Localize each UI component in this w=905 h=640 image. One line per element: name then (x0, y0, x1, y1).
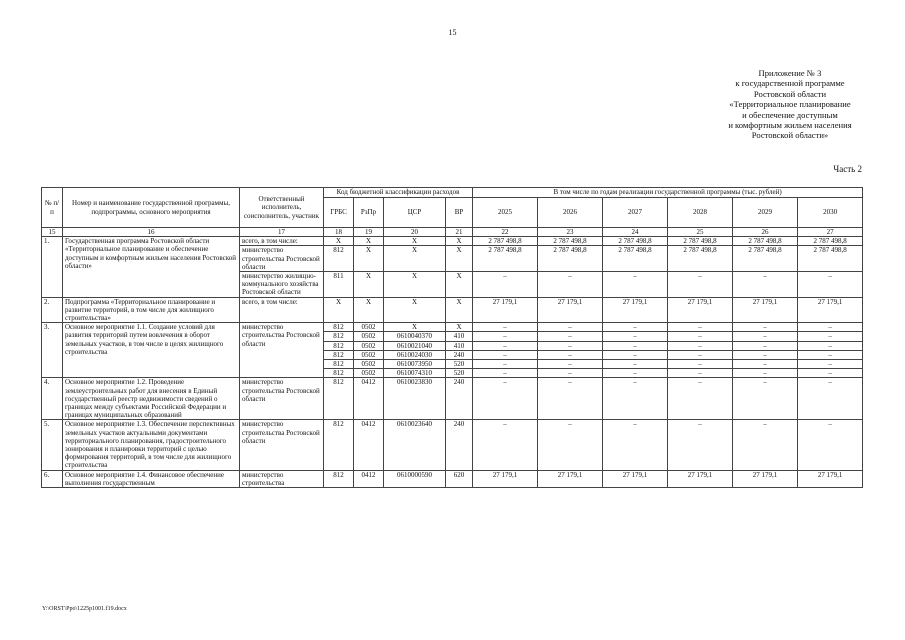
value-cell: – (538, 350, 603, 359)
value-cell: 2 787 498,8 (473, 246, 538, 272)
row-name: Подпрограмма «Территориальное планирование и развитие территорий, в том числе для жилищного строительства» (63, 297, 240, 323)
code-cell: 240 (446, 378, 473, 420)
column-number: 20 (384, 228, 446, 237)
code-cell: 812 (324, 246, 354, 272)
value-cell: – (733, 350, 798, 359)
code-cell: 0610023830 (384, 378, 446, 420)
header-code: ГРБС (324, 198, 354, 228)
value-cell: – (668, 350, 733, 359)
code-cell: 0502 (354, 323, 384, 332)
value-cell: – (668, 378, 733, 420)
code-cell: 0502 (354, 360, 384, 369)
value-cell: – (603, 369, 668, 378)
value-cell: 27 179,1 (473, 297, 538, 323)
table-row (42, 378, 863, 420)
code-cell: 812 (324, 470, 354, 487)
value-cell: – (733, 360, 798, 369)
header-year: 2025 (473, 198, 538, 228)
code-cell: Х (324, 297, 354, 323)
code-cell: 812 (324, 369, 354, 378)
row-name: Основное мероприятие 1.3. Обеспечение перспективных земельных участков актуальными документами территориального планирования, градостроительного зонирования и планировки территорий с целью формирования территорий, в том числе для жилищного строительства (63, 420, 240, 470)
code-cell: Х (384, 272, 446, 298)
code-cell: 0412 (354, 470, 384, 487)
column-number: 23 (538, 228, 603, 237)
value-cell: – (668, 272, 733, 298)
header-year: 2028 (668, 198, 733, 228)
value-cell: 27 179,1 (538, 297, 603, 323)
row-executor: министерство строительства Ростовской области (240, 323, 324, 378)
value-cell: – (603, 341, 668, 350)
value-cell: – (798, 341, 863, 350)
column-number: 16 (63, 228, 240, 237)
value-cell: 27 179,1 (733, 470, 798, 487)
code-cell: 0610074310 (384, 369, 446, 378)
value-cell: 27 179,1 (668, 297, 733, 323)
code-cell: Х (324, 237, 354, 246)
value-cell: – (798, 350, 863, 359)
table-row (42, 237, 863, 246)
value-cell: – (473, 360, 538, 369)
header-year: 2029 (733, 198, 798, 228)
value-cell: – (798, 272, 863, 298)
table-row (42, 470, 863, 487)
value-cell: – (603, 272, 668, 298)
value-cell: – (733, 369, 798, 378)
value-cell: – (538, 420, 603, 470)
value-cell: – (668, 360, 733, 369)
code-cell: 812 (324, 378, 354, 420)
code-cell: 811 (324, 272, 354, 298)
value-cell: – (538, 323, 603, 332)
code-cell: Х (354, 246, 384, 272)
row-name: Основное мероприятие 1.2. Проведение землеустроительных работ для внесения в Единый государственный реестр недвижимости сведений о границах между субъектами Российской Федерации и границах муниципальных образований (63, 378, 240, 420)
code-cell: 812 (324, 323, 354, 332)
value-cell: 2 787 498,8 (798, 237, 863, 246)
value-cell: – (603, 332, 668, 341)
value-cell: – (473, 378, 538, 420)
value-cell: 27 179,1 (798, 470, 863, 487)
header-code: РзПр (354, 198, 384, 228)
value-cell: 27 179,1 (798, 297, 863, 323)
value-cell: – (733, 420, 798, 470)
value-cell: – (538, 332, 603, 341)
value-cell: – (798, 369, 863, 378)
value-cell: – (798, 378, 863, 420)
value-cell: – (473, 272, 538, 298)
code-cell: 0502 (354, 332, 384, 341)
value-cell: – (473, 350, 538, 359)
value-cell: – (473, 323, 538, 332)
code-cell: 812 (324, 341, 354, 350)
header-executor: Ответственный исполнитель, соисполнитель, участник (240, 188, 324, 228)
row-executor: министерство жилищно-коммунального хозяйства Ростовской области (240, 272, 324, 298)
code-cell: 0610000590 (384, 470, 446, 487)
code-cell: 0502 (354, 341, 384, 350)
header-num: № п/п (42, 188, 63, 228)
row-number: 6. (42, 470, 63, 487)
header-years-group: В том числе по годам реализации государственной программы (тыс. рублей) (473, 188, 863, 198)
value-cell: – (668, 369, 733, 378)
value-cell: – (603, 420, 668, 470)
code-cell: Х (384, 297, 446, 323)
code-cell: 812 (324, 332, 354, 341)
header-code: ВР (446, 198, 473, 228)
value-cell: 2 787 498,8 (798, 246, 863, 272)
value-cell: – (603, 378, 668, 420)
column-number: 21 (446, 228, 473, 237)
code-cell: 0412 (354, 378, 384, 420)
value-cell: – (473, 332, 538, 341)
value-cell: – (538, 378, 603, 420)
value-cell: – (798, 332, 863, 341)
value-cell: 2 787 498,8 (473, 237, 538, 246)
code-cell: 0610040370 (384, 332, 446, 341)
value-cell: 27 179,1 (603, 470, 668, 487)
table-row (42, 323, 863, 332)
expenditure-table (41, 187, 863, 488)
value-cell: – (473, 369, 538, 378)
code-cell: 410 (446, 332, 473, 341)
value-cell: – (473, 420, 538, 470)
value-cell: 27 179,1 (473, 470, 538, 487)
appendix-line: Ростовской области (753, 88, 827, 99)
appendix-line: и комфортным жильем населения (728, 120, 852, 131)
value-cell: – (733, 341, 798, 350)
value-cell: – (798, 360, 863, 369)
code-cell: 620 (446, 470, 473, 487)
code-cell: 0610023640 (384, 420, 446, 470)
appendix-line: и обеспечение доступным (742, 109, 838, 120)
code-cell: Х (354, 237, 384, 246)
code-cell: 0502 (354, 369, 384, 378)
value-cell: 2 787 498,8 (668, 246, 733, 272)
value-cell: – (603, 350, 668, 359)
code-cell: Х (446, 297, 473, 323)
value-cell: – (538, 341, 603, 350)
code-cell: Х (384, 246, 446, 272)
row-executor: министерство строительства Ростовской области (240, 420, 324, 470)
code-cell: 0412 (354, 420, 384, 470)
code-cell: 0502 (354, 350, 384, 359)
value-cell: 2 787 498,8 (733, 246, 798, 272)
row-name: Государственная программа Ростовской области «Территориальное планирование и обеспечение доступным и комфортным жильем населения Ростовской области» (63, 237, 240, 297)
header-name: Номер и наименование государственной программы, подпрограммы, основного мероприятия (63, 188, 240, 228)
row-number: 2. (42, 297, 63, 323)
header-year: 2027 (603, 198, 668, 228)
table-row (42, 420, 863, 470)
row-executor: министерство строительства Ростовской области (240, 246, 324, 272)
row-executor: министерство строительства Ростовской области (240, 378, 324, 420)
value-cell: – (733, 332, 798, 341)
appendix-line: Приложение № 3 (758, 68, 822, 78)
code-cell: 0610021040 (384, 341, 446, 350)
row-number: 1. (42, 237, 63, 297)
column-number: 18 (324, 228, 354, 237)
value-cell: – (798, 323, 863, 332)
row-number: 4. (42, 378, 63, 420)
value-cell: 2 787 498,8 (538, 237, 603, 246)
column-number: 27 (798, 228, 863, 237)
column-number: 15 (42, 228, 63, 237)
row-number: 3. (42, 323, 63, 378)
row-executor: всего, в том числе: (240, 297, 324, 323)
code-cell: 812 (324, 420, 354, 470)
value-cell: – (668, 420, 733, 470)
value-cell: 27 179,1 (538, 470, 603, 487)
code-cell: Х (354, 297, 384, 323)
row-executor: всего, в том числе: (240, 237, 324, 246)
value-cell: – (538, 360, 603, 369)
value-cell: 2 787 498,8 (733, 237, 798, 246)
row-name: Основное мероприятие 1.4. Финансовое обеспечение выполнения государственным (63, 470, 240, 487)
column-number: 25 (668, 228, 733, 237)
value-cell: 2 787 498,8 (668, 237, 733, 246)
table-row (42, 297, 863, 323)
value-cell: – (733, 323, 798, 332)
code-cell: 520 (446, 369, 473, 378)
value-cell: – (603, 360, 668, 369)
row-number: 5. (42, 420, 63, 470)
code-cell: Х (384, 323, 446, 332)
value-cell: 27 179,1 (733, 297, 798, 323)
value-cell: – (603, 323, 668, 332)
row-name: Основное мероприятие 1.1. Создание условий для развития территорий путем вовлечения в оборот земельных участков, в том числе в целях жилищного строительства (63, 323, 240, 378)
code-cell: Х (384, 237, 446, 246)
code-cell: 240 (446, 350, 473, 359)
appendix-line: Ростовской области» (751, 130, 829, 141)
code-cell: Х (446, 323, 473, 332)
code-cell: Х (446, 246, 473, 272)
code-cell: 410 (446, 341, 473, 350)
header-year: 2030 (798, 198, 863, 228)
value-cell: 27 179,1 (603, 297, 668, 323)
value-cell: 2 787 498,8 (603, 246, 668, 272)
value-cell: – (668, 332, 733, 341)
column-number: 17 (240, 228, 324, 237)
column-number: 22 (473, 228, 538, 237)
column-number: 24 (603, 228, 668, 237)
page-number: 15 (448, 28, 457, 37)
value-cell: – (538, 369, 603, 378)
code-cell: 0610073950 (384, 360, 446, 369)
appendix-line: к государственной программе (735, 78, 845, 89)
row-executor: министерство строительства (240, 470, 324, 487)
value-cell: – (798, 420, 863, 470)
code-cell: Х (354, 272, 384, 298)
value-cell: – (473, 341, 538, 350)
column-number: 26 (733, 228, 798, 237)
header-budget-group: Код бюджетной классификации расходов (324, 188, 473, 198)
header-code: ЦСР (384, 198, 446, 228)
value-cell: – (668, 341, 733, 350)
value-cell: 27 179,1 (668, 470, 733, 487)
code-cell: Х (446, 272, 473, 298)
code-cell: Х (446, 237, 473, 246)
file-path-footer: Y:\ORST\Ppo\1225p1001.f19.docx (42, 606, 127, 612)
code-cell: 0610024030 (384, 350, 446, 359)
value-cell: 2 787 498,8 (603, 237, 668, 246)
value-cell: 2 787 498,8 (538, 246, 603, 272)
column-number: 19 (354, 228, 384, 237)
code-cell: 812 (324, 360, 354, 369)
appendix-line: «Территориальное планирование (729, 99, 851, 110)
header-year: 2026 (538, 198, 603, 228)
value-cell: – (733, 272, 798, 298)
appendix-heading (690, 68, 890, 141)
value-cell: – (733, 378, 798, 420)
part-label: Часть 2 (833, 164, 862, 174)
code-cell: 520 (446, 360, 473, 369)
value-cell: – (668, 323, 733, 332)
code-cell: 240 (446, 420, 473, 470)
code-cell: 812 (324, 350, 354, 359)
value-cell: – (538, 272, 603, 298)
